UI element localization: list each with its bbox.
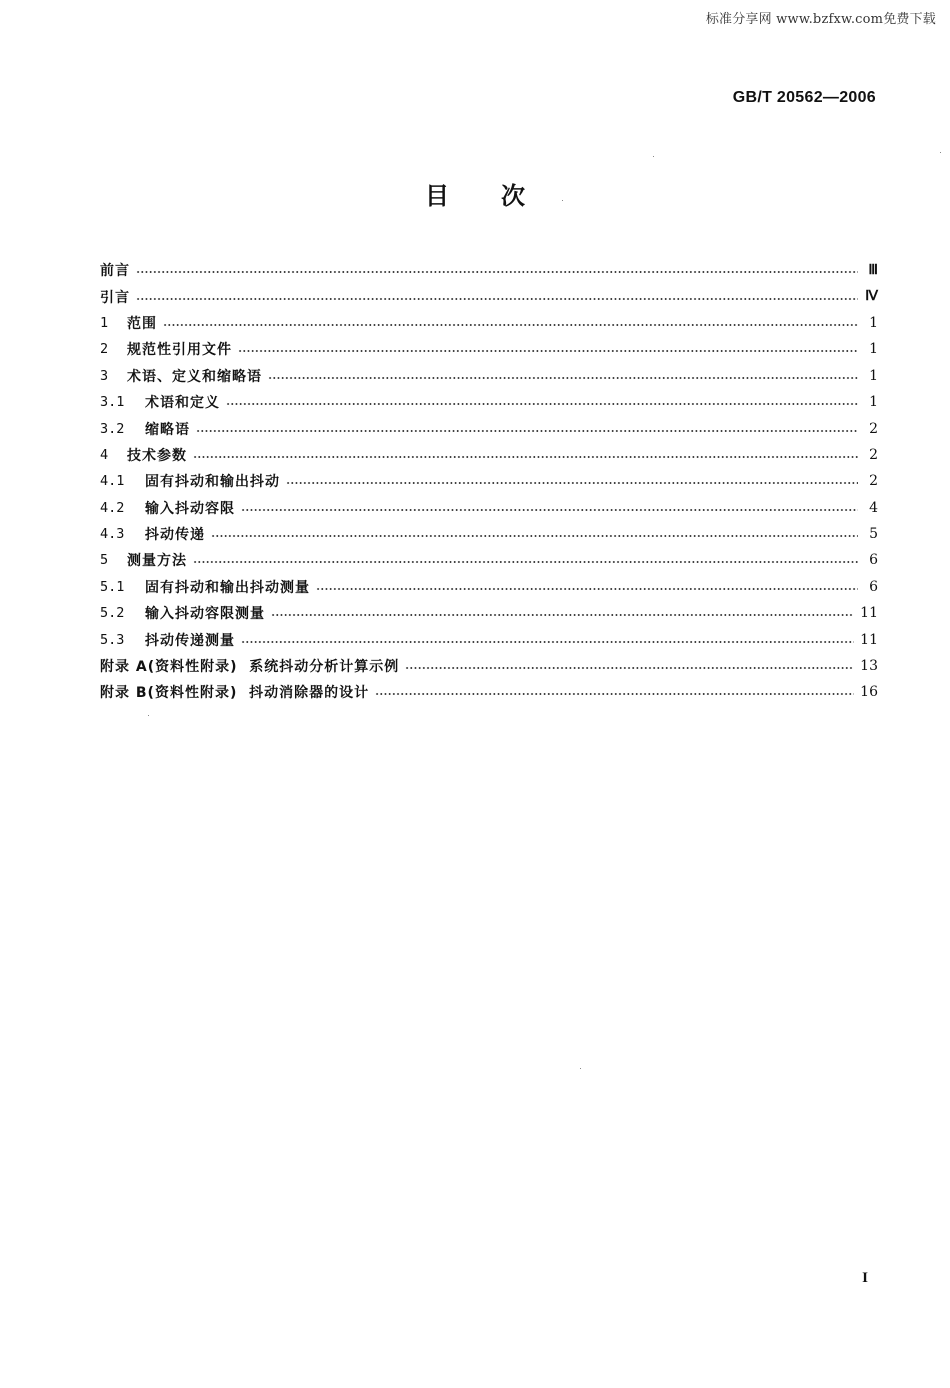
toc-entry[interactable] xyxy=(100,415,878,441)
toc-entry-number: 4 xyxy=(100,446,109,463)
toc-leader-dots xyxy=(238,349,858,353)
toc-entry-title: 输入抖动容限 xyxy=(145,500,235,517)
page-number: I xyxy=(862,1270,868,1286)
toc-leader-dots xyxy=(316,587,858,591)
toc-entry[interactable] xyxy=(100,310,878,336)
scan-speck xyxy=(940,152,941,153)
toc-entry-number: 5 xyxy=(100,552,109,569)
toc-leader-dots xyxy=(193,455,858,459)
toc-entry-title: 规范性引用文件 xyxy=(127,342,232,359)
toc-entry-page: Ⅳ xyxy=(865,289,878,305)
toc-entry-number: 5.1 xyxy=(100,578,125,595)
toc-entry[interactable] xyxy=(100,495,878,521)
toc-entry-number: 3.2 xyxy=(100,420,125,437)
scan-speck xyxy=(148,715,149,716)
toc-entry-number: 2 xyxy=(100,341,109,358)
toc-leader-dots xyxy=(268,376,858,380)
toc-entry-title: 缩略语 xyxy=(145,421,190,438)
toc-leader-dots xyxy=(163,323,858,327)
watermark-text: 标准分享网 www.bzfxw.com免费下载 xyxy=(705,12,936,27)
toc-title xyxy=(0,176,950,211)
scan-speck xyxy=(653,156,654,157)
toc-entry-number: 4.3 xyxy=(100,526,125,543)
toc-entry-title: 术语、定义和缩略语 xyxy=(127,368,262,385)
toc-entry-title: 抖动传递测量 xyxy=(145,632,235,649)
toc-entry-number: 5.3 xyxy=(100,631,125,648)
toc-entry-title: 附录 A(资料性附录) 系统抖动分析计算示例 xyxy=(100,659,400,676)
toc-leader-dots xyxy=(136,297,858,301)
toc-entry[interactable] xyxy=(100,600,878,626)
toc-entry-page: 16 xyxy=(860,684,878,701)
toc-entry-page: 11 xyxy=(860,631,878,648)
toc-leader-dots xyxy=(226,402,858,406)
toc-entry[interactable] xyxy=(100,574,878,600)
toc-entry-title: 前言 xyxy=(100,263,130,280)
toc-entry-title: 固有抖动和输出抖动 xyxy=(145,474,280,491)
toc-entry[interactable] xyxy=(100,442,878,468)
toc-title-char-1: 目 xyxy=(425,182,449,210)
toc-entry-number: 3.1 xyxy=(100,394,125,411)
toc-leader-dots xyxy=(136,270,858,274)
toc-leader-dots xyxy=(405,666,854,670)
toc-leader-dots xyxy=(375,692,854,696)
toc-entry[interactable] xyxy=(100,363,878,389)
scan-speck xyxy=(562,200,563,201)
toc-entry-number: 4.2 xyxy=(100,499,125,516)
toc-entry-page: 1 xyxy=(869,394,878,411)
toc-entry-title: 输入抖动容限测量 xyxy=(145,606,265,623)
toc-entry[interactable] xyxy=(100,468,878,494)
standard-code: GB/T 20562—2006 xyxy=(732,89,876,106)
toc-entry-title: 固有抖动和输出抖动测量 xyxy=(145,579,310,596)
toc-entry-page: 4 xyxy=(869,499,878,516)
toc-entry-title: 抖动传递 xyxy=(145,527,205,544)
toc-entry-page: 1 xyxy=(869,314,878,331)
toc-entry-page: 2 xyxy=(869,473,878,490)
toc-entry-page: 13 xyxy=(860,658,878,675)
toc-entry-title: 引言 xyxy=(100,289,130,306)
table-of-contents xyxy=(100,257,878,706)
toc-entry-number: 3 xyxy=(100,367,109,384)
toc-entry-title: 附录 B(资料性附录) 抖动消除器的设计 xyxy=(100,685,370,702)
toc-leader-dots xyxy=(271,613,854,617)
toc-entry-page: 1 xyxy=(869,341,878,358)
toc-entry-title: 范围 xyxy=(127,315,157,332)
toc-entry-number: 4.1 xyxy=(100,473,125,490)
toc-title-char-2: 次 xyxy=(501,182,525,210)
toc-entry-title: 测量方法 xyxy=(127,553,187,570)
toc-entry[interactable] xyxy=(100,283,878,309)
toc-entry-page: 6 xyxy=(869,578,878,595)
toc-entry[interactable] xyxy=(100,547,878,573)
toc-entry-number: 5.2 xyxy=(100,605,125,622)
toc-leader-dots xyxy=(241,508,858,512)
toc-entry[interactable] xyxy=(100,626,878,652)
toc-leader-dots xyxy=(193,560,858,564)
toc-leader-dots xyxy=(196,429,858,433)
toc-leader-dots xyxy=(211,534,858,538)
toc-entry-page: 6 xyxy=(869,552,878,569)
toc-entry-page: 2 xyxy=(869,446,878,463)
toc-entry-page: 1 xyxy=(869,367,878,384)
toc-entry[interactable] xyxy=(100,257,878,283)
toc-entry[interactable] xyxy=(100,389,878,415)
toc-leader-dots xyxy=(241,640,854,644)
toc-leader-dots xyxy=(286,481,858,485)
toc-entry-page: 11 xyxy=(860,605,878,622)
toc-entry-title: 术语和定义 xyxy=(145,395,220,412)
toc-entry-page: 2 xyxy=(869,420,878,437)
toc-entry[interactable] xyxy=(100,679,878,705)
toc-entry-page: 5 xyxy=(869,526,878,543)
toc-entry-title: 技术参数 xyxy=(127,447,187,464)
toc-entry-page: Ⅲ xyxy=(868,262,878,278)
toc-entry[interactable] xyxy=(100,653,878,679)
toc-entry-number: 1 xyxy=(100,314,109,331)
toc-entry[interactable] xyxy=(100,336,878,362)
toc-entry[interactable] xyxy=(100,521,878,547)
scan-speck xyxy=(580,1068,581,1069)
